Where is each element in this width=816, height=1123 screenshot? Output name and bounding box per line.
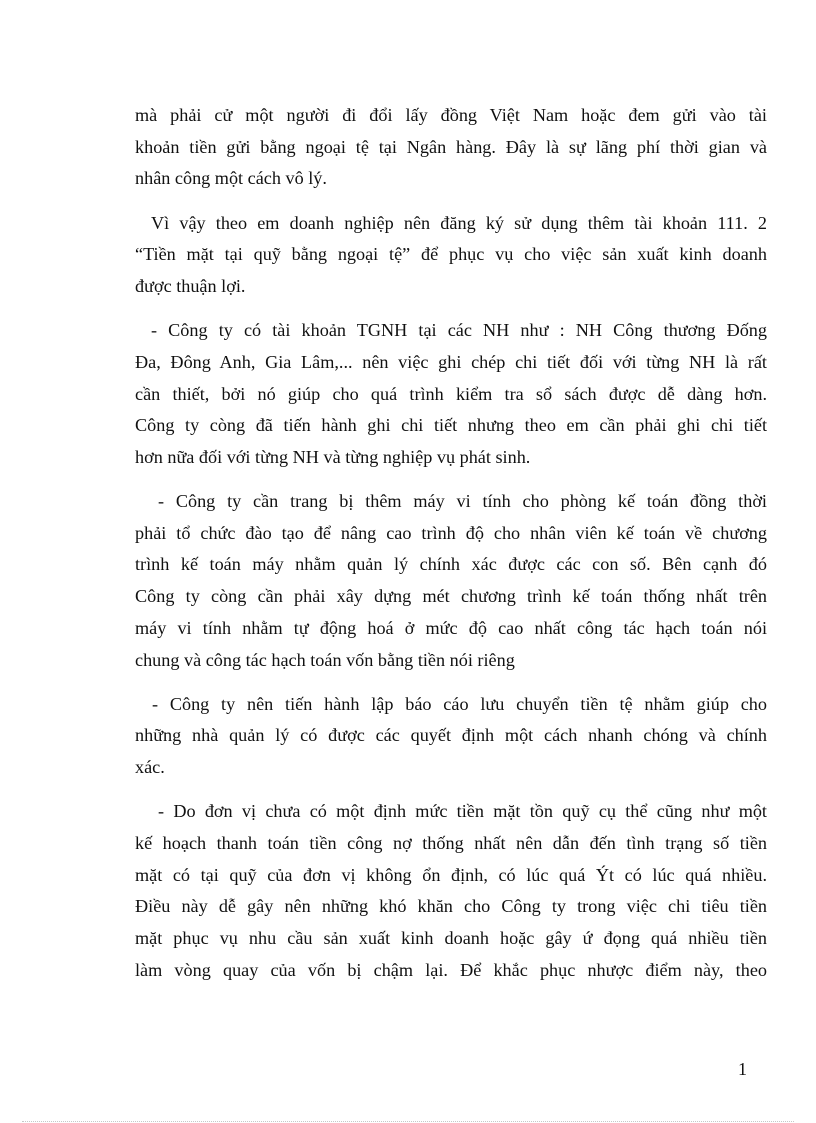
text-line: kế hoạch thanh toán tiền công nợ thống nhất nên dẫn đến tình trạng số tiền [135,832,767,853]
text-line: cần thiết, bởi nó giúp cho quá trình kiểm tra sổ sách được dễ dàng hơn. [135,383,767,404]
text-line: xác. [135,757,165,778]
text-line: khoản tiền gửi bằng ngoại tệ tại Ngân hàng. Đây là sự lãng phí thời gian và [135,136,767,157]
text-line: mà phải cử một người đi đổi lấy đồng Việt Nam hoặc đem gửi vào tài [135,105,767,125]
paragraph [135,100,767,195]
text-line: - Công ty cần trang bị thêm máy vi tính cho phòng kế toán đồng thời [158,491,767,512]
text-line: những nhà quản lý có được các quyết định một cách nhanh chóng và chính [135,725,767,746]
text-line: phải tổ chức đào tạo để nâng cao trình độ cho nhân viên kế toán về chương [135,522,767,543]
text-line: - Công ty có tài khoản TGNH tại các NH như : NH Công thương Đống [151,320,767,341]
text-line: nhân công một cách vô lý. [135,168,327,189]
paragraph-gap [135,784,767,797]
page-bottom-divider [22,1121,794,1122]
paragraph [135,208,767,303]
text-line: được thuận lợi. [135,275,246,296]
text-line: - Công ty nên tiến hành lập báo cáo lưu chuyển tiền tệ nhằm giúp cho [152,693,767,714]
paragraph [135,315,767,473]
paragraph-gap [135,474,767,487]
text-line: “Tiền mặt tại quỹ bằng ngoại tệ” để phục vụ cho việc sản xuất kinh doanh [135,244,767,265]
text-line: chung và công tác hạch toán vốn bằng tiền nói riêng [135,649,515,670]
text-line: Điều này dễ gây nên những khó khăn cho Công ty trong việc chi tiêu tiền [135,896,767,917]
paragraph [135,689,767,784]
paragraph-gap [135,303,767,316]
paragraph [135,796,767,986]
text-line: Công ty còng cần phải xây dựng mét chương trình kế toán thống nhất trên [135,586,767,607]
text-line: hơn nữa đối với từng NH và từng nghiệp vụ phát sinh. [135,446,531,467]
paragraph [135,486,767,676]
paragraph-gap [135,676,767,689]
text-line: Đa, Đông Anh, Gia Lâm,... nên việc ghi chép chi tiết đối với từng NH là rất [135,351,767,372]
paragraph-gap [135,195,767,208]
text-line: Vì vậy theo em doanh nghiệp nên đăng ký sử dụng thêm tài khoản 111. 2 [151,212,767,233]
text-line: làm vòng quay của vốn bị chậm lại. Để khắc phục nhược điểm này, theo [135,959,767,980]
body-text [135,100,767,986]
page-number: 1 [738,1059,747,1079]
text-line: máy vi tính nhằm tự động hoá ở mức độ cao nhất công tác hạch toán nói [135,617,767,638]
text-line: Công ty còng đã tiến hành ghi chi tiết nhưng theo em cần phải ghi chi tiết [135,415,767,436]
text-line: - Do đơn vị chưa có một định mức tiền mặt tồn quỹ cụ thể cũng như một [158,801,767,822]
text-line: mặt phục vụ nhu cầu sản xuất kinh doanh hoặc gây ứ đọng quá nhiều tiền [135,928,767,948]
text-line: trình kế toán máy nhằm quản lý chính xác được các con số. Bên cạnh đó [135,554,767,575]
text-line: mặt có tại quỹ của đơn vị không ổn định, có lúc quá Ýt có lúc quá nhiều. [135,864,767,885]
